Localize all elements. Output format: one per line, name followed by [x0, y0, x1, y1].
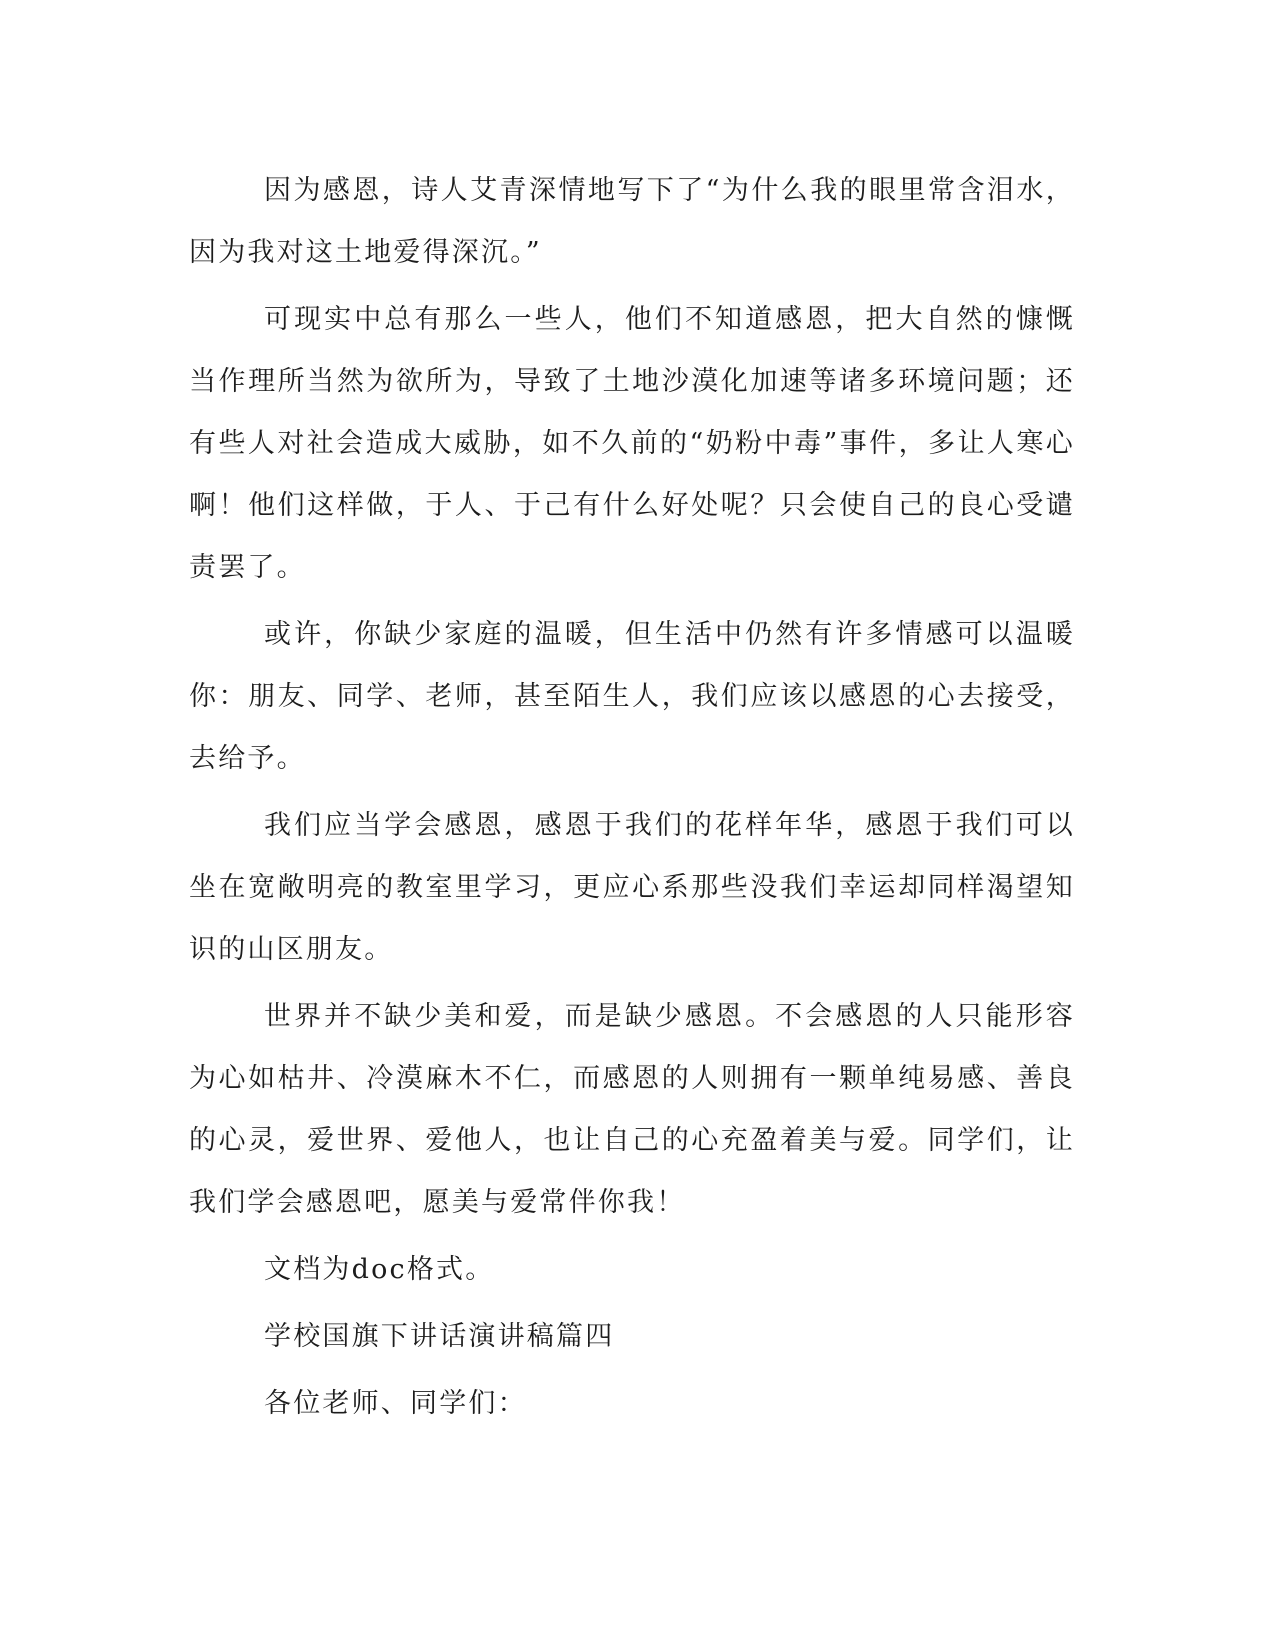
- paragraph-doc-format-note: 文档为doc格式。: [264, 1254, 495, 1285]
- paragraph-gratitude-poet: 因为感恩，诗人艾青深情地写下了“为什么我的眼里常含泪水，因为我对这土地爱得深沉。”: [189, 175, 1075, 268]
- section-heading: 学校国旗下讲话演讲稿篇四: [264, 1321, 615, 1352]
- document-body: [189, 160, 1075, 1440]
- paragraph-world-love: 世界并不缺少美和爱，而是缺少感恩。不会感恩的人只能形容为心如枯井、冷漠麻木不仁，而感恩的人则拥有一颗单纯易感、善良的心灵，爱世界、爱他人，也让自己的心充盈着美与爱。同学们，让我们学会感恩吧，愿美与爱常伴你我！: [189, 1001, 1075, 1218]
- paragraph-ungrateful-people: 可现实中总有那么一些人，他们不知道感恩，把大自然的慷慨当作理所当然为欲所为，导致了土地沙漠化加速等诸多环境问题；还有些人对社会造成大威胁，如不久前的“奶粉中毒”事件，多让人寒心啊！他们这样做，于人、于己有什么好处呢？只会使自己的良心受谴责罢了。: [189, 304, 1075, 583]
- paragraph-learn-gratitude: 我们应当学会感恩，感恩于我们的花样年华，感恩于我们可以坐在宽敞明亮的教室里学习，更应心系那些没我们幸运却同样渴望知识的山区朋友。: [189, 810, 1075, 965]
- paragraph-warmth: 或许，你缺少家庭的温暖，但生活中仍然有许多情感可以温暖你：朋友、同学、老师，甚至陌生人，我们应该以感恩的心去接受，去给予。: [189, 619, 1075, 774]
- salutation: 各位老师、同学们：: [264, 1388, 527, 1419]
